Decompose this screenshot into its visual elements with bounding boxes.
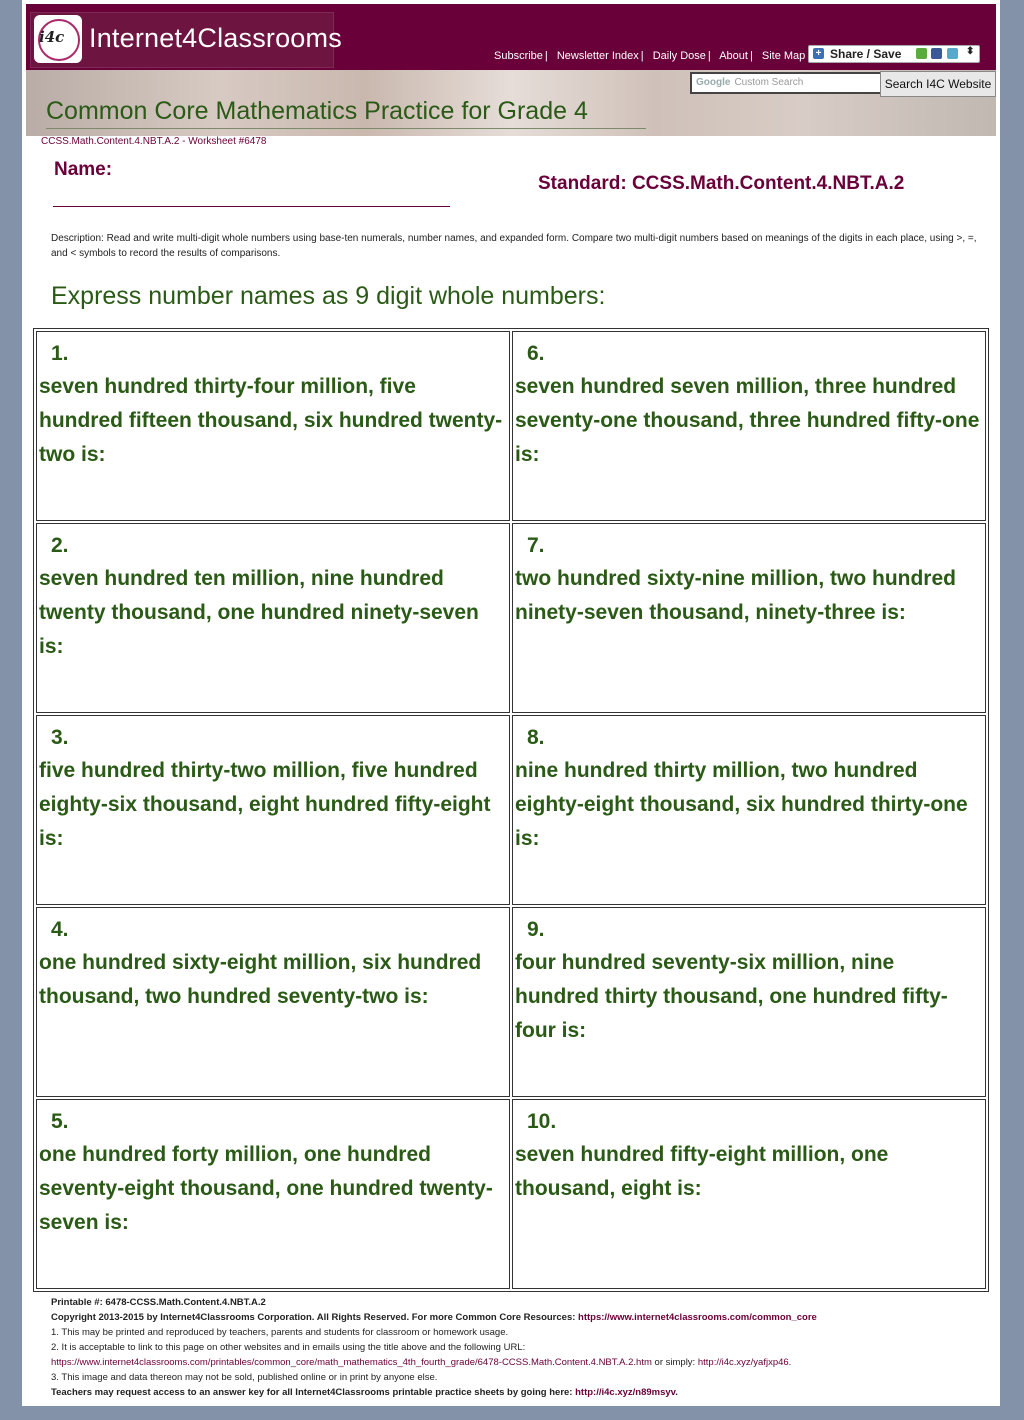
answer-key-link[interactable]: http://i4c.xyz/n89msyv: [575, 1387, 676, 1398]
question-text: seven hundred ten million, nine hundred twenty thousand, one hundred ninety-seven is:: [39, 567, 479, 658]
question-number: 3.: [51, 726, 69, 749]
question-cell-1: [36, 331, 510, 521]
usage-note-2-urls: https://www.internet4classrooms.com/printables/common_core/math_mathematics_4th_fourth_grade/6478-CCSS.Math.Content.4.NBT.A.2.htm or simply: http://i4c.xyz/yafjxp46.: [51, 1357, 792, 1368]
printable-number: Printable #: 6478-CCSS.Math.Content.4.NBT.A.2: [51, 1297, 266, 1308]
nav-subscribe-link[interactable]: Subscribe: [494, 50, 543, 62]
search-button[interactable]: Search I4C Website: [880, 71, 996, 97]
question-number: 2.: [51, 534, 69, 557]
nav-newsletter-index-link[interactable]: Newsletter Index: [556, 50, 639, 62]
question-cell-6: [512, 331, 986, 521]
question-number: 8.: [527, 726, 545, 749]
top-navigation: Subscribe | Newsletter Index | Daily Dose | About | Site Map: [494, 50, 806, 62]
usage-note-2: 2. It is acceptable to link to this page on other websites and in emails using the title above and the following URL:: [51, 1342, 526, 1353]
i4c-logo-icon: i4c: [34, 15, 82, 63]
question-text: four hundred seventy-six million, nine hundred thirty thousand, one hundred fifty-four is:: [515, 951, 948, 1042]
share-plus-icon: +: [813, 48, 824, 59]
answer-key-line: Teachers may request access to an answer key for all Internet4Classrooms printable practice sheets by going here: http://i4c.xyz/n89msyv.: [51, 1387, 678, 1398]
question-number: 9.: [527, 918, 545, 941]
question-text: one hundred forty million, one hundred seventy-eight thousand, one hundred twenty-seven is:: [39, 1143, 493, 1234]
question-text: seven hundred fifty-eight million, one thousand, eight is:: [515, 1143, 889, 1200]
worksheet-instruction: Express number names as 9 digit whole numbers:: [51, 282, 606, 310]
title-underline: [46, 128, 646, 129]
facebook-icon[interactable]: [931, 48, 942, 59]
question-cell-8: [512, 715, 986, 905]
worksheet-footer: [51, 1295, 991, 1400]
search-input[interactable]: Google Custom Search: [690, 72, 882, 94]
copyright-line: Copyright 2013-2015 by Internet4Classrooms Corporation. All Rights Reserved. For more Common Core Resources: https://www.internet4classrooms.com/common_core: [51, 1312, 817, 1323]
site-header: [26, 4, 996, 136]
usage-note-3: 3. This image and data thereon may not be sold, published online or in print by anyone else.: [51, 1372, 438, 1383]
question-number: 7.: [527, 534, 545, 557]
question-text: one hundred sixty-eight million, six hundred thousand, two hundred seventy-two is:: [39, 951, 482, 1008]
share-email-icon[interactable]: [916, 48, 927, 59]
site-logo-text: Internet4Classrooms: [89, 23, 342, 53]
question-grid: [33, 328, 989, 1292]
question-number: 1.: [51, 342, 69, 365]
chevron-updown-icon: ⬍: [966, 46, 975, 57]
share-save-button[interactable]: + Share / Save ⬍: [808, 45, 980, 63]
nav-site-map-link[interactable]: Site Map: [761, 50, 806, 62]
question-cell-2: [36, 523, 510, 713]
usage-note-1: 1. This may be printed and reproduced by teachers, parents and students for classroom or homework usage.: [51, 1327, 509, 1338]
site-logo[interactable]: [30, 12, 342, 68]
question-text: seven hundred thirty-four million, five hundred fifteen thousand, six hundred twenty-two is:: [39, 375, 503, 466]
question-cell-5: [36, 1099, 510, 1289]
question-text: five hundred thirty-two million, five hundred eighty-six thousand, eight hundred fifty-eight is:: [39, 759, 491, 850]
standard-description: Description: Read and write multi-digit whole numbers using base-ten numerals, number names, and expanded form. Compare two multi-digit numbers based on meanings of the digits in each place, using >, =, and < symbols to record the results of comparisons.: [51, 233, 977, 259]
short-url-link[interactable]: http://i4c.xyz/yafjxp46: [697, 1357, 789, 1368]
name-label: Name:: [54, 159, 113, 180]
question-text: nine hundred thirty million, two hundred eighty-eight thousand, six hundred thirty-one is:: [515, 759, 968, 850]
common-core-link[interactable]: https://www.internet4classrooms.com/common_core: [578, 1312, 817, 1323]
question-cell-9: [512, 907, 986, 1097]
question-cell-4: [36, 907, 510, 1097]
name-blank-line: [53, 206, 450, 207]
question-cell-7: [512, 523, 986, 713]
standard-label: Standard: CCSS.Math.Content.4.NBT.A.2: [538, 173, 905, 194]
question-text: seven hundred seven million, three hundred seventy-one thousand, three hundred fifty-one is:: [515, 375, 980, 466]
question-text: two hundred sixty-nine million, two hundred ninety-seven thousand, ninety-three is:: [515, 567, 956, 624]
twitter-icon[interactable]: [947, 48, 958, 59]
question-number: 5.: [51, 1110, 69, 1133]
breadcrumb[interactable]: CCSS.Math.Content.4.NBT.A.2 - Worksheet #6478: [41, 136, 267, 147]
question-cell-10: [512, 1099, 986, 1289]
question-number: 6.: [527, 342, 545, 365]
nav-daily-dose-link[interactable]: Daily Dose: [652, 50, 706, 62]
nav-about-link[interactable]: About: [719, 50, 748, 62]
worksheet-url-link[interactable]: https://www.internet4classrooms.com/printables/common_core/math_mathematics_4th_fourth_grade/6478-CCSS.Math.Content.4.NBT.A.2.htm: [51, 1357, 652, 1368]
page-title: Common Core Mathematics Practice for Grade 4: [46, 97, 588, 125]
worksheet-page: [22, 0, 1000, 1406]
question-number: 10.: [527, 1110, 557, 1133]
question-number: 4.: [51, 918, 69, 941]
question-cell-3: [36, 715, 510, 905]
